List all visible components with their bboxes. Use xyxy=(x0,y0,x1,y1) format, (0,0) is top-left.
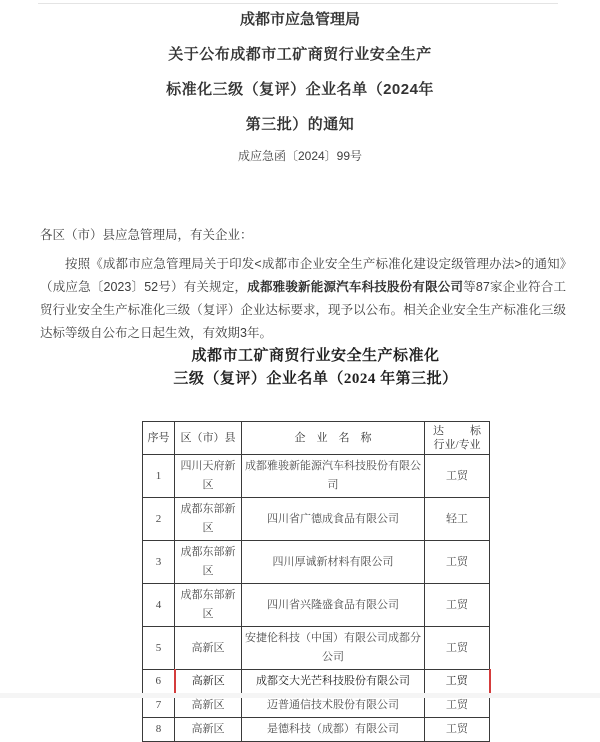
list-title-line-1: 成都市工矿商贸行业安全生产标准化 xyxy=(191,348,440,364)
cell-industry: 轻工 xyxy=(425,498,490,541)
cell-industry: 工贸 xyxy=(425,584,490,627)
cell-no: 6 xyxy=(143,670,175,694)
table-row xyxy=(143,498,490,541)
paragraph-text-before: 按照《成都市应急管理局关于印发<成都市企业安全生产标准化建设定级管理办法>的通知》（成应急〔2023〕52号）有关规定， xyxy=(40,257,566,294)
document-number: 成应急函〔2024〕99号 xyxy=(237,149,363,163)
cell-district: 高新区 xyxy=(175,694,242,718)
header-industry-char-biao: 标 xyxy=(470,425,481,437)
table-row xyxy=(143,584,490,627)
cell-company: 迈普通信技术股份有限公司 xyxy=(242,694,425,718)
top-divider xyxy=(38,3,558,4)
cell-industry: 工贸 xyxy=(425,541,490,584)
list-section xyxy=(142,345,489,742)
notice-title-line-2: 标准化三级（复评）企业名单（2024年 xyxy=(166,81,434,98)
cell-company: 是德科技（成都）有限公司 xyxy=(242,718,425,742)
cell-no: 8 xyxy=(143,718,175,742)
cell-district: 成都东部新区 xyxy=(175,584,242,627)
cell-no: 4 xyxy=(143,584,175,627)
cell-industry: 工贸 xyxy=(425,718,490,742)
cell-company: 四川厚诚新材料有限公司 xyxy=(242,541,425,584)
notice-header xyxy=(0,0,600,163)
cell-district: 高新区 xyxy=(175,670,242,694)
cell-district: 高新区 xyxy=(175,627,242,670)
notice-title-line-3: 第三批）的通知 xyxy=(245,116,355,133)
table-row xyxy=(143,627,490,670)
table-row-highlighted xyxy=(143,670,490,694)
cell-industry: 工贸 xyxy=(425,627,490,670)
header-industry-line-1 xyxy=(427,424,487,438)
page-bottom-edge xyxy=(0,693,600,698)
cell-district: 四川天府新区 xyxy=(175,455,242,498)
table-row xyxy=(143,455,490,498)
header-industry-line-2: 行业/专业 xyxy=(433,439,481,451)
table-row xyxy=(143,541,490,584)
agency-title: 成都市应急管理局 xyxy=(239,11,360,28)
header-cell-industry xyxy=(425,422,490,455)
cell-no: 2 xyxy=(143,498,175,541)
cell-company: 成都交大光芒科技股份有限公司 xyxy=(242,670,425,694)
company-name-bold: 成都雅骏新能源汽车科技股份有限公司 xyxy=(247,280,464,294)
header-cell-no: 序号 xyxy=(143,422,175,455)
cell-industry: 工贸 xyxy=(425,694,490,718)
notice-title-line-1: 关于公布成都市工矿商贸行业安全生产 xyxy=(168,46,432,63)
table-row xyxy=(143,718,490,742)
cell-no: 3 xyxy=(143,541,175,584)
cell-company: 成都雅骏新能源汽车科技股份有限公司 xyxy=(242,455,425,498)
header-cell-district: 区（市）县 xyxy=(175,422,242,455)
list-title-line-2: 三级（复评）企业名单（2024 年第三批） xyxy=(173,371,458,387)
cell-industry: 工贸 xyxy=(425,670,490,694)
cell-no: 7 xyxy=(143,694,175,718)
notice-body xyxy=(40,224,566,345)
cell-district: 成都东部新区 xyxy=(175,541,242,584)
cell-industry: 工贸 xyxy=(425,455,490,498)
cell-district: 高新区 xyxy=(175,718,242,742)
notice-paragraph xyxy=(40,253,566,345)
table-header-row xyxy=(143,422,490,455)
cell-company: 安捷伦科技（中国）有限公司成都分公司 xyxy=(242,627,425,670)
cell-company: 四川省广德成食品有限公司 xyxy=(242,498,425,541)
cell-company: 四川省兴隆盛食品有限公司 xyxy=(242,584,425,627)
table-body xyxy=(143,455,490,742)
header-industry-char-da: 达 xyxy=(433,425,444,437)
paragraph-text-after: 等87家企业符合工贸行业安全生产标准化三级（复评）企业达标要求，现予以公布。相关企业安全生产标准化三级达标等级自公布之日起生效，有效期3年。 xyxy=(40,280,567,340)
cell-no: 1 xyxy=(143,455,175,498)
header-cell-company: 企 业 名 称 xyxy=(242,422,425,455)
salutation: 各区（市）县应急管理局，有关企业： xyxy=(40,228,253,242)
list-title xyxy=(142,345,489,391)
cell-district: 成都东部新区 xyxy=(175,498,242,541)
cell-no: 5 xyxy=(143,627,175,670)
